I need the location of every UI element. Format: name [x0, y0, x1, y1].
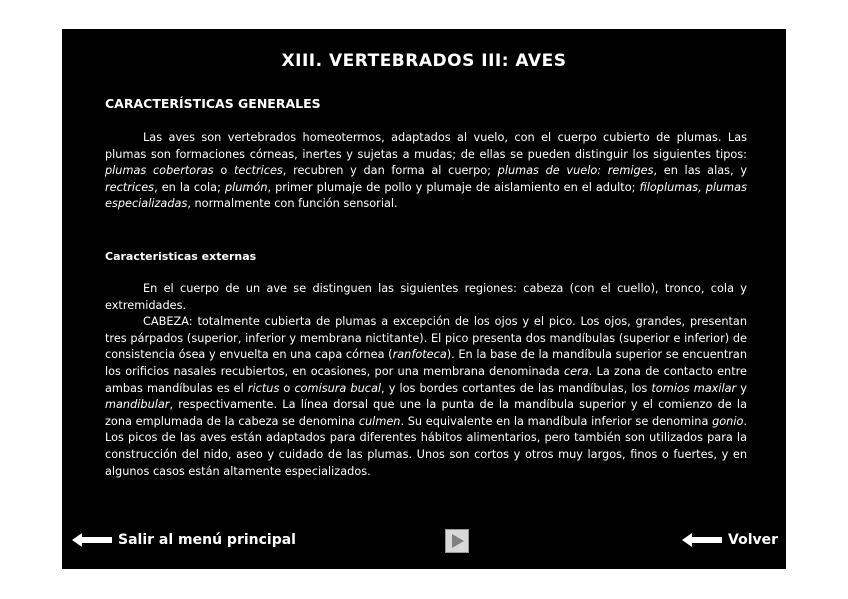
text-segment: o	[279, 381, 295, 395]
text-segment: . Los picos de las aves están adaptados para diferentes hábitos alimentarios, pero también son utilizados para la construcción del nido, aseo y cuidado de las plumas. Unos son cortos y otros muy largos, finos o fuertes, y en algunos casos están altamente especializados.	[105, 414, 747, 478]
paragraph-head	[105, 314, 747, 480]
italic-term: comisura bucal	[294, 381, 382, 395]
italic-term: culmen	[358, 414, 401, 428]
text-segment: , en las alas, y	[653, 164, 748, 178]
text-segment: . La zona de contacto entre ambas mandíbulas es el	[105, 364, 747, 395]
text-segment: o	[213, 164, 234, 178]
italic-term: mandibular	[105, 398, 170, 412]
italic-term: rictus	[247, 381, 280, 395]
italic-term: tomios maxilar	[651, 381, 737, 395]
text-segment: y	[736, 381, 747, 395]
italic-term: cera	[563, 364, 589, 378]
play-icon	[446, 530, 468, 552]
italic-term: rectrices	[105, 180, 155, 194]
italic-term: tectrices	[233, 164, 283, 178]
back-label: Volver	[728, 532, 779, 548]
main-menu-label: Salir al menú principal	[118, 532, 296, 548]
section-heading: CARACTERÍSTICAS GENERALES	[105, 96, 321, 111]
text-segment: . Su equivalente en la mandíbula inferior se denomina	[400, 414, 713, 428]
subheading-external: Caracteristicas externas	[105, 250, 257, 263]
text-segment: Las aves son vertebrados homeotermos, adaptados al vuelo, con el cuerpo cubierto de plumas. Las plumas son formaciones córneas, inertes y sujetas a mudas; de ellas se pueden distinguir los siguientes tipos:	[105, 131, 747, 161]
text-segment: , respectivamente. La línea dorsal que une la punta de la mandíbula superior y el comienzo de la zona emplumada de la cabeza se denomina	[105, 398, 747, 428]
italic-term: gonio	[712, 414, 744, 428]
italic-term: plumón	[224, 180, 268, 194]
text-segment: , normalmente con función sensorial.	[187, 197, 398, 211]
intro-paragraph	[105, 130, 747, 213]
text-segment: , recubren y dan forma al cuerpo;	[282, 164, 498, 178]
left-arrow-icon	[72, 532, 112, 548]
italic-term: plumas de vuelo: remiges	[497, 164, 654, 178]
text-segment: ). En la base de la mandíbula superior se encuentran los orificios nasales recubiertos, en ocasiones, por una membrana denominada	[105, 348, 748, 378]
italic-term: filoplumas, plumas especializadas	[105, 180, 747, 211]
external-paragraphs	[105, 281, 747, 480]
page-title: XIII. VERTEBRADOS III: AVES	[281, 51, 567, 71]
paragraph-regions	[105, 281, 747, 314]
left-arrow-icon	[682, 532, 722, 548]
main-menu-link[interactable]	[72, 532, 296, 548]
text-segment: , en la cola;	[154, 180, 225, 194]
slide-panel	[62, 29, 786, 569]
paragraph-feathers	[105, 130, 747, 213]
back-link[interactable]	[682, 532, 778, 548]
italic-term: plumas cobertoras	[105, 164, 214, 178]
text-segment: En el cuerpo de un ave se distinguen las siguientes regiones: cabeza (con el cuello), tronco, cola y extremidades.	[105, 282, 747, 312]
text-segment: , y los bordes cortantes de las mandíbulas, los	[381, 381, 652, 395]
text-segment: , primer plumaje de pollo y plumaje de aislamiento en el adulto;	[267, 180, 640, 194]
italic-term: ranfoteca	[392, 348, 447, 362]
text-segment: CABEZA: totalmente cubierta de plumas a excepción de los ojos y el pico. Los ojos, grandes, presentan tres párpados (superior, inferior y membrana nictitante). El pico presenta dos mandíbulas (superior e inferior) de consistencia ósea y envuelta en una capa córnea (	[105, 315, 747, 362]
play-button[interactable]	[445, 529, 469, 553]
